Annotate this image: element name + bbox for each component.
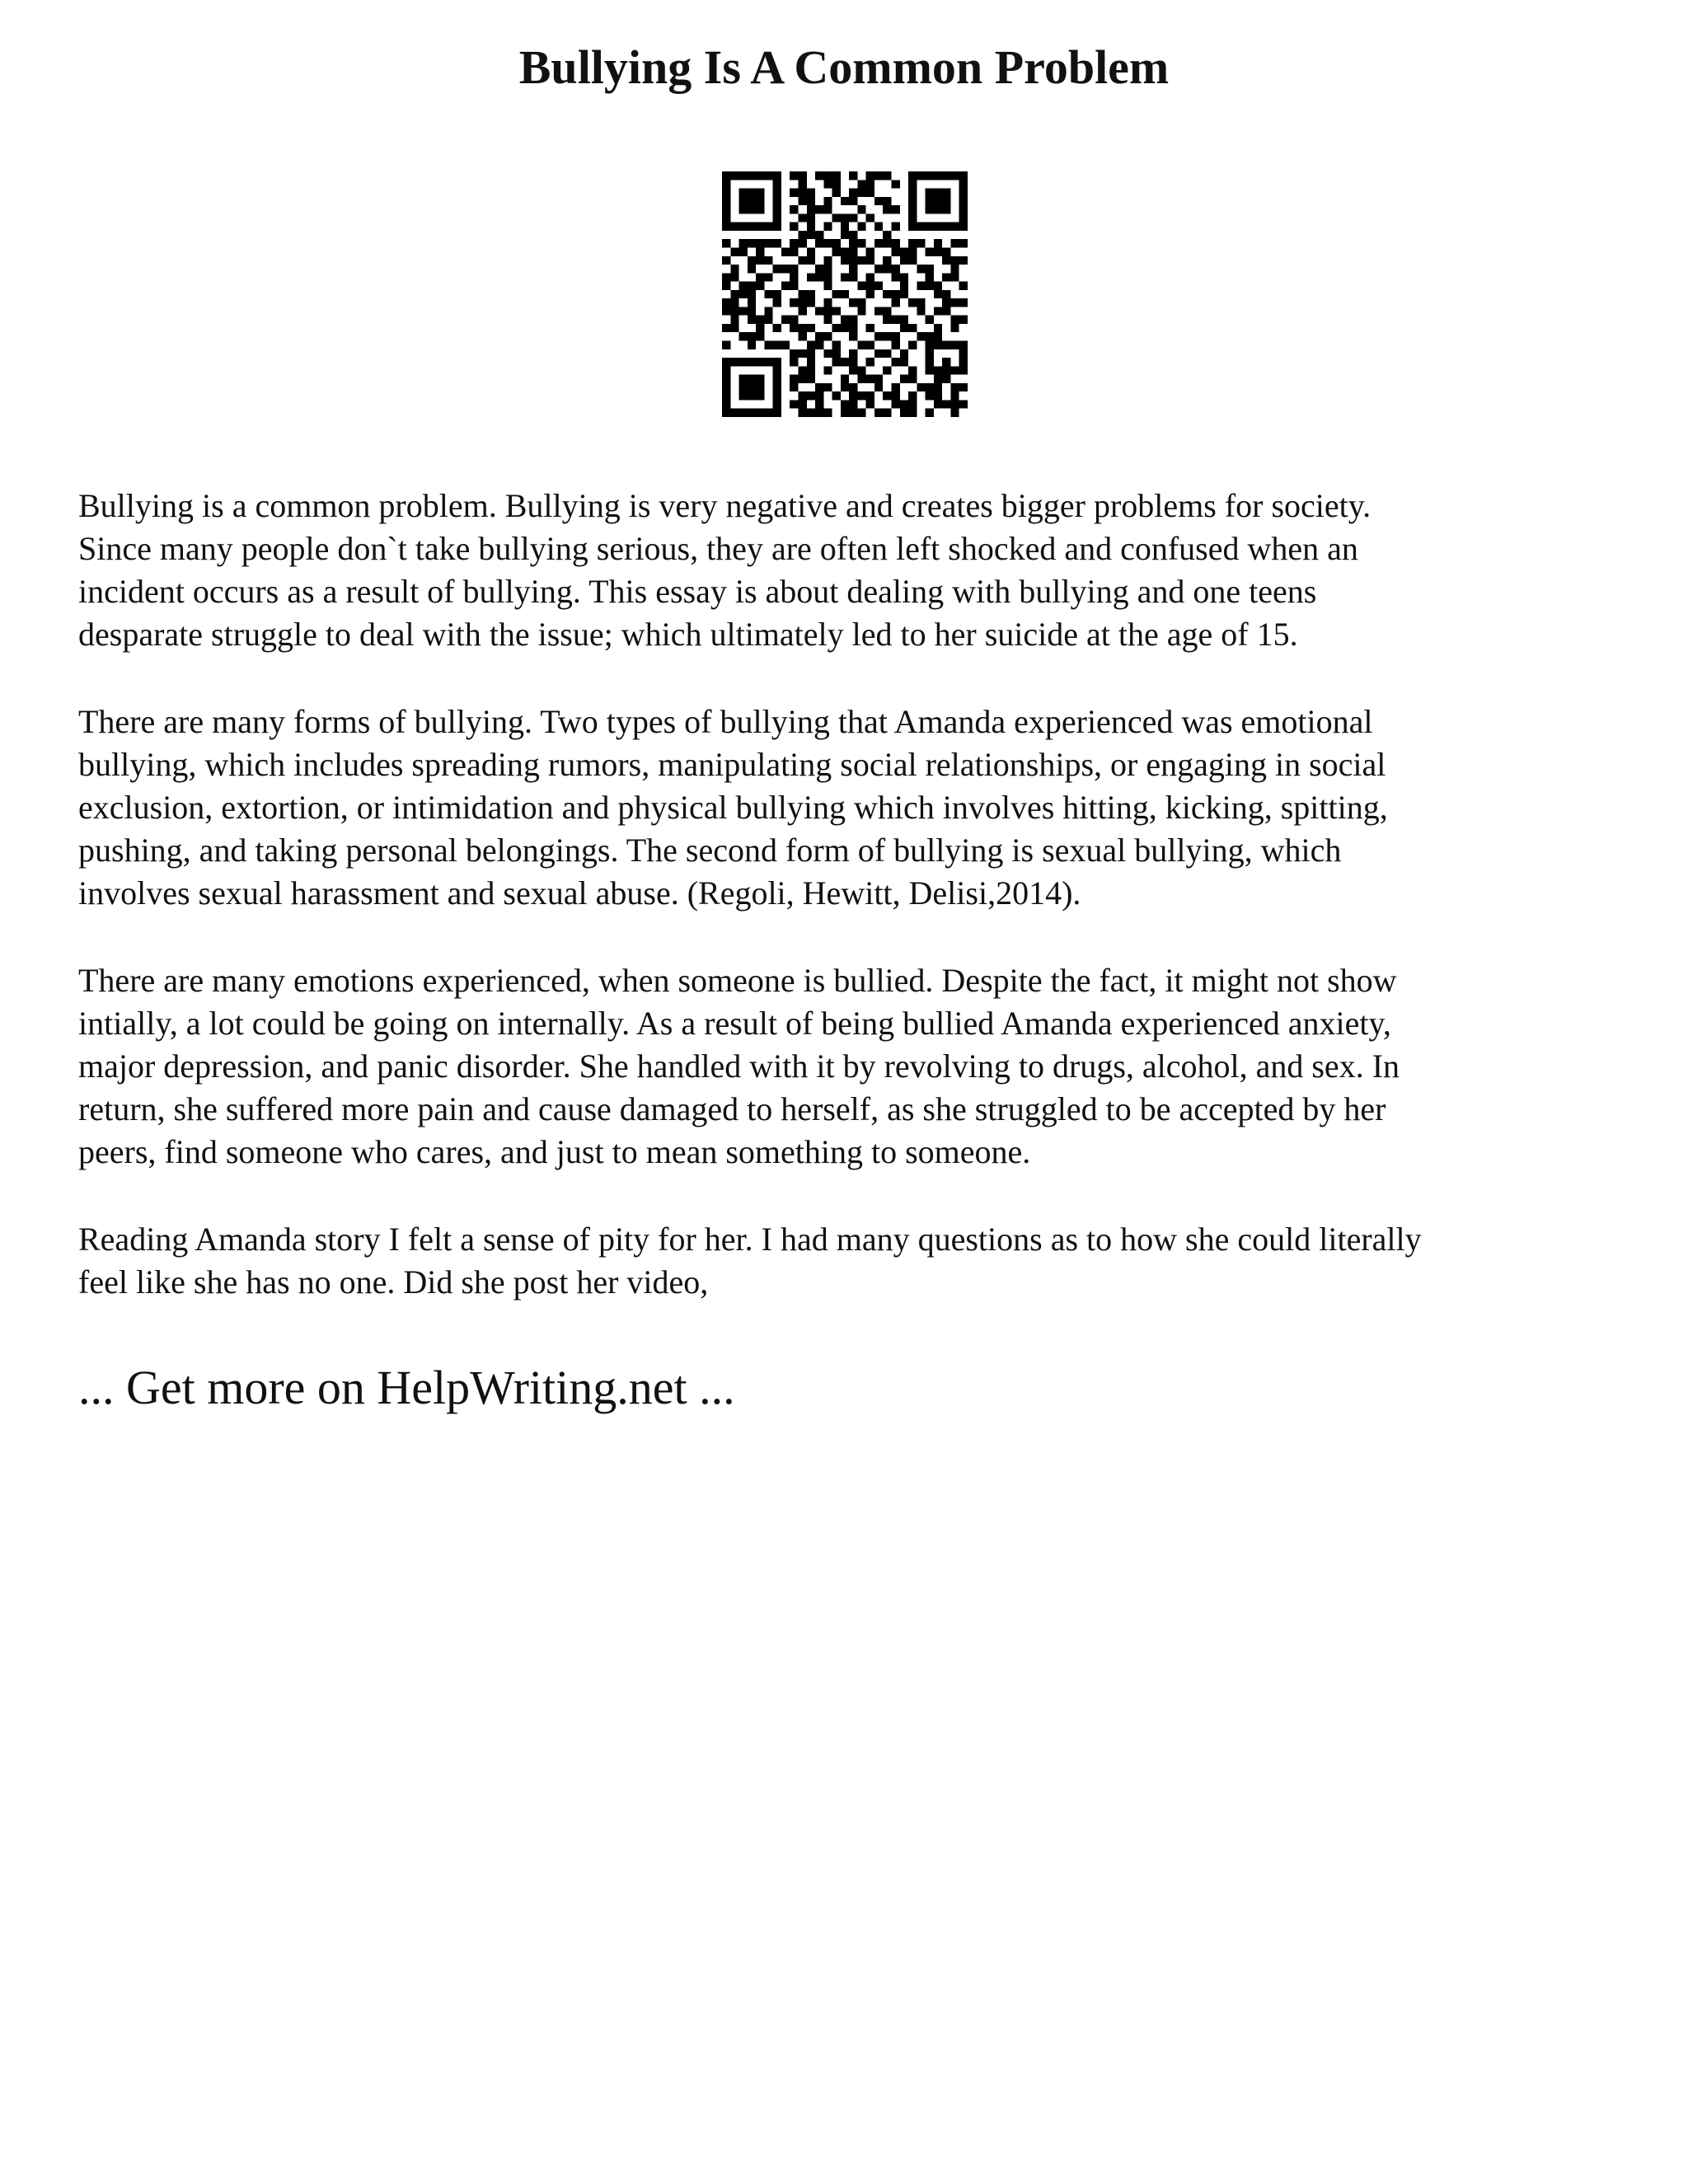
text-line: intially, a lot could be going on internally. As a result of being bullied Amanda experienced anxiety, <box>78 1005 1391 1042</box>
text-line: bullying, which includes spreading rumors, manipulating social relationships, or engaging in social <box>78 746 1386 783</box>
text-line: major depression, and panic disorder. She handled with it by revolving to drugs, alcohol, and sex. In <box>78 1047 1400 1085</box>
text-line: Bullying is a common problem. Bullying is very negative and creates bigger problems for society. <box>78 487 1372 524</box>
text-line: There are many emotions experienced, when someone is bullied. Despite the fact, it might not show <box>78 962 1397 999</box>
text-line: exclusion, extortion, or intimidation and physical bullying which involves hitting, kicking, spitting, <box>78 789 1388 826</box>
essay-body <box>78 485 1628 1348</box>
document-title: Bullying Is A Common Problem <box>518 40 1170 94</box>
text-line: There are many forms of bullying. Two types of bullying that Amanda experienced was emotional <box>78 703 1373 740</box>
text-line: involves sexual harassment and sexual abuse. (Regoli, Hewitt, Delisi,2014). <box>78 874 1081 912</box>
paragraph <box>78 485 1628 656</box>
text-line: peers, find someone who cares, and just to mean something to someone. <box>78 1133 1031 1170</box>
text-line: Since many people don`t take bullying serious, they are often left shocked and confused when an <box>78 530 1358 567</box>
text-line: incident occurs as a result of bullying. This essay is about dealing with bullying and one teens <box>78 573 1317 610</box>
qr-code-icon <box>722 171 968 417</box>
text-line: return, she suffered more pain and cause damaged to herself, as she struggled to be accepted by her <box>78 1090 1386 1127</box>
paragraph <box>78 1218 1628 1304</box>
get-more-link[interactable]: ... Get more on HelpWriting.net ... <box>78 1361 735 1414</box>
paragraph <box>78 959 1628 1174</box>
text-line: feel like she has no one. Did she post her video, <box>78 1263 709 1301</box>
paragraph <box>78 701 1628 915</box>
text-line: pushing, and taking personal belongings. The second form of bullying is sexual bullying, which <box>78 832 1342 869</box>
text-line: Reading Amanda story I felt a sense of pity for her. I had many questions as to how she could literally <box>78 1221 1422 1258</box>
text-line: desparate struggle to deal with the issue; which ultimately led to her suicide at the age of 15. <box>78 616 1298 653</box>
